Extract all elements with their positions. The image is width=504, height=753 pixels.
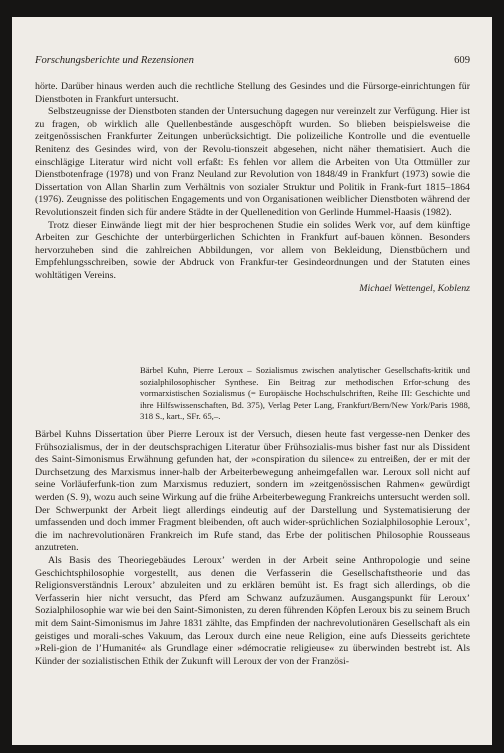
paragraph: Bärbel Kuhns Dissertation über Pierre Leroux ist der Versuch, diesen heute fast vergesse-nen Denker des Frühsozialismus, der in der deutschsprachigen Literatur über Frühsozialis-mus bisher fast nur als Dissident des Saint-Simonismus Erwähnung gefunden hat, der »conspiration du silence« zu entreißen, der er mit der Durchsetzung des Marxismus inner-halb der Arbeiterbewegung anheimgefallen war. Leroux soll nicht auf seine Vorläuferfunk-tion zum Marxismus reduziert, sondern im »zeitgenössischen Rahmen« gewürdigt werden (S. 9), wozu auch seine Wirkung auf die frühe Arbeiterbewegung Frankreichs untersucht werden soll. Der Schwerpunkt der Arbeit liegt allerdings eindeutig auf der Darstellung und Systematisierung der umfassenden und doch immer Fragment bleibenden, oft auch wider-sprüchlichen Sozialphilosophie Leroux’, die im nachrevolutionären Frankreich im Rufe stand, das Erbe der politischen Philosophie Rousseaus anzutreten. [35, 429, 470, 554]
header-title: Forschungsberichte und Rezensionen [35, 55, 194, 66]
paragraph: Selbstzeugnisse der Dienstboten standen der Untersuchung dagegen nur vereinzelt zur Verfügung. Hier ist zu fragen, ob wirklich alle Quellenbestände ausgeschöpft wurden. So blieben beispielsweise die zeitgenössischen Frankfurter Zeitungen unberücksichtigt. Die polizeiliche Kontrolle und die eventuelle Renitenz des Gesindes wird, von der Revolu-tionszeit abgesehen, nicht näher thematisiert. Auch die einschlägige Literatur wird nicht voll erfaßt: Es fehlen vor allem die Arbeiten von Uta Ottmüller zur Dienstbotenfrage (1978) und von Franz Neuland zur Revolution von 1848/49 in Frankfurt (1973) sowie die Dissertation von Allan Sharlin zum Verhältnis von sozialer Struktur und Politik in Frank-furt 1815–1864 (1976). Zeugnisse des politischen Engagements und von Organisationen weiblicher Dienstboten während der Revolutionszeit finden sich für andere Städte in der Quellenedition von Gerlinde Hummel-Haasis (1982). [35, 106, 470, 218]
reviewer-signature: Michael Wettengel, Koblenz [359, 282, 470, 294]
bibliography-text: Bärbel Kuhn, Pierre Leroux – Sozialismus zwischen analytischer Gesellschafts-kritik und sozialphilosophischer Synthese. Ein Beitrag zur methodischen Erfor-schung des vormarxistischen Sozialismus (= Europäische Hochschulschriften, Reihe III: Geschichte und ihre Hilfswissenschaften, Bd. 375), Verlag Peter Lang, Frankfurt/Bern/New York/Paris 1988, 318 S., kart., SFr. 65,–. [140, 365, 470, 422]
page-number: 609 [454, 55, 470, 66]
paragraph: Trotz dieser Einwände liegt mit der hier besprochenen Studie ein solides Werk vor, auf dem künftige Arbeiten zur Geschichte der unterbürgerlichen Schichten in Frankfurt auf-bauen können. Besonders hervorzuheben sind die zahlreichen Abbildungen, vor allem von Bekleidung, Dienstbüchern und Empfehlungsschreiben, sowie der Abdruck von Frankfur-ter Gesindeordnungen und der Statuten eines wohltätigen Vereins. [35, 219, 470, 281]
paragraph: hörte. Darüber hinaus werden auch die rechtliche Stellung des Gesindes und die Fürsorge-einrichtungen für Dienstboten in Frankfurt untersucht. [35, 81, 470, 105]
first-review-body [35, 81, 470, 295]
running-header [35, 54, 470, 68]
second-review-body [35, 429, 470, 668]
bibliographic-entry [140, 365, 470, 423]
paragraph: Als Basis des Theoriegebäudes Leroux’ werden in der Arbeit seine Anthropologie und seine Geschichtsphilosophie vorgestellt, aus denen die Verfasserin die Gesellschaftstheorie und das Religionsverständnis Leroux’ abzuleiten und zu erklären bemüht ist. Es fragt sich allerdings, ob die Verfasserin hier nicht versucht, das Pferd am Schwanz aufzuzäumen. Ausgangspunkt für Leroux’ Sozialphilosophie war wie bei den Saint-Simonisten, zu deren führenden Köpfen Leroux bis zu seinem Bruch mit dem Saint-Simonismus im Jahre 1831 zählte, das Empfinden der nachrevolutionären Gesellschaft als ein geistiges und morali-sches Vakuum, das Leroux durch eine neue Religion, eine aufs Diesseits gerichtete »Reli-gion de l’Humanité« als Grundlage einer »démocratie religieuse« zu überwinden bestrebt ist. Als Künder der sozialistischen Ethik der Zukunft will Leroux der von der Französi- [35, 554, 470, 667]
book-page [12, 17, 492, 745]
